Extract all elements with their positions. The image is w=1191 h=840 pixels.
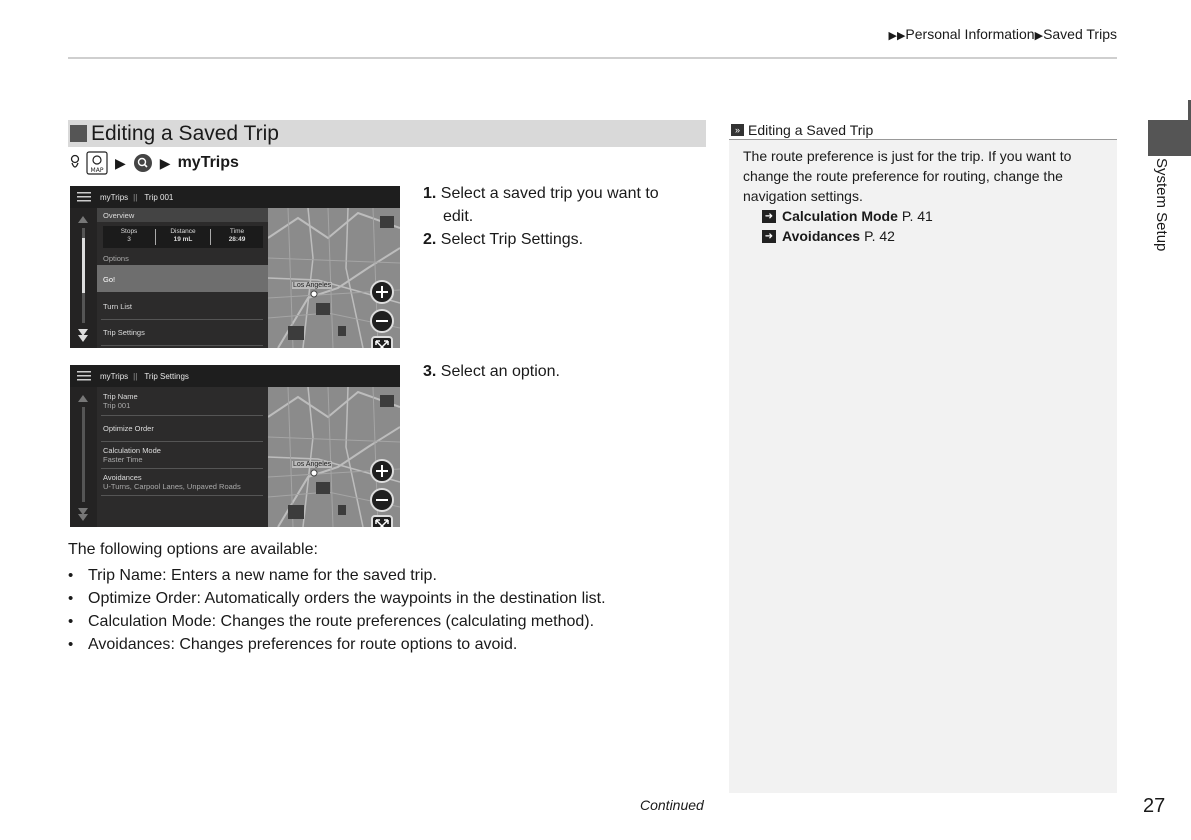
section-square-icon bbox=[70, 125, 87, 142]
zoom-in-button[interactable] bbox=[370, 280, 394, 304]
screen-title-separator: || bbox=[133, 371, 138, 381]
navigation-path bbox=[68, 152, 239, 174]
expand-map-button[interactable] bbox=[371, 515, 393, 527]
nav-arrow-1: ▶ bbox=[115, 154, 126, 171]
expand-map-button[interactable] bbox=[371, 336, 393, 348]
setting-calculation-mode[interactable] bbox=[97, 443, 268, 467]
stat-distance: Distance 19 mL bbox=[170, 228, 196, 243]
option-go-button[interactable] bbox=[97, 265, 268, 292]
sidebar-title: Editing a Saved Trip bbox=[748, 121, 874, 138]
step-number: 2. bbox=[423, 231, 437, 248]
trip-overview-screenshot bbox=[70, 186, 400, 348]
option-desc: : Enters a new name for the saved trip. bbox=[162, 567, 437, 584]
step-text: Select bbox=[440, 231, 490, 248]
list-item bbox=[68, 610, 606, 633]
option-trip-settings-label: Trip Settings bbox=[103, 328, 145, 337]
breadcrumb bbox=[888, 26, 1117, 42]
setting-title: Calculation Mode bbox=[103, 446, 161, 455]
map-location-pin-icon bbox=[310, 290, 318, 298]
option-turn-list[interactable] bbox=[97, 292, 268, 319]
screen-title-right: Trip 001 bbox=[144, 192, 174, 202]
map-city-label: Los Angeles bbox=[293, 282, 332, 289]
page-title: Editing a Saved Trip bbox=[91, 121, 279, 145]
ref-page[interactable]: P. 42 bbox=[864, 228, 895, 244]
setting-title: Optimize Order bbox=[103, 424, 154, 433]
stat-stops: Stops 3 bbox=[120, 228, 138, 243]
map-button-icon bbox=[86, 151, 108, 175]
option-term: Avoidances bbox=[88, 636, 171, 653]
ref-label[interactable]: Calculation Mode bbox=[782, 208, 898, 224]
nav-destination: myTrips bbox=[177, 154, 239, 171]
option-desc: : Changes the route preferences (calculating method). bbox=[211, 613, 595, 630]
step-text: Select an option. bbox=[440, 363, 560, 380]
list-item bbox=[68, 564, 606, 587]
zoom-in-icon bbox=[372, 461, 392, 481]
breadcrumb-arrows: ▶▶ bbox=[888, 30, 906, 42]
list-item bbox=[68, 633, 606, 656]
ref-calculation-mode[interactable] bbox=[729, 206, 1117, 226]
map-city-label: Los Angeles bbox=[293, 461, 332, 468]
map-button-label: MAP bbox=[90, 167, 104, 174]
screen-title-bar bbox=[70, 186, 400, 208]
expand-icon bbox=[373, 517, 391, 527]
step-text-end: . bbox=[578, 231, 584, 248]
option-term: Calculation Mode bbox=[88, 613, 212, 630]
steps-1-2 bbox=[423, 182, 659, 251]
chapter-label: System Setup bbox=[1153, 158, 1170, 252]
reference-arrow-icon: ➜ bbox=[762, 210, 776, 223]
voice-command-icon bbox=[68, 154, 82, 172]
step-bold-term: Trip Settings bbox=[489, 231, 579, 248]
continued-label: Continued bbox=[640, 797, 704, 813]
setting-trip-name[interactable] bbox=[97, 389, 268, 413]
setting-title: Trip Name bbox=[103, 392, 138, 401]
screen-title-separator: || bbox=[133, 192, 138, 202]
scroll-rail[interactable] bbox=[70, 387, 97, 527]
screen-title-left: myTrips bbox=[100, 371, 129, 381]
screen-title-right: Trip Settings bbox=[144, 371, 189, 381]
menu-icon[interactable] bbox=[70, 365, 98, 387]
breadcrumb-section[interactable]: Personal Information bbox=[905, 26, 1035, 42]
search-icon bbox=[133, 153, 153, 173]
breadcrumb-page[interactable]: Saved Trips bbox=[1043, 26, 1117, 42]
chapter-tab bbox=[1148, 120, 1191, 156]
setting-value: U-Turns, Carpool Lanes, Unpaved Roads bbox=[103, 482, 241, 491]
step-1 bbox=[423, 182, 659, 228]
trip-settings-screenshot bbox=[70, 365, 400, 527]
option-trip-settings[interactable] bbox=[97, 320, 268, 347]
sidebar-header bbox=[729, 120, 1117, 140]
setting-optimize-order[interactable] bbox=[97, 416, 268, 440]
map-view[interactable] bbox=[268, 387, 400, 527]
note-icon: » bbox=[731, 124, 744, 136]
step-2 bbox=[423, 228, 659, 251]
scroll-rail[interactable] bbox=[70, 208, 97, 348]
zoom-out-button[interactable] bbox=[370, 309, 394, 333]
option-turn-list-label: Turn List bbox=[103, 302, 132, 311]
options-list bbox=[68, 564, 606, 656]
zoom-out-icon bbox=[372, 311, 392, 331]
page-number: 27 bbox=[1143, 795, 1166, 817]
option-go-label: Go! bbox=[103, 275, 116, 284]
ref-page[interactable]: P. 41 bbox=[901, 208, 933, 224]
zoom-out-button[interactable] bbox=[370, 488, 394, 512]
expand-icon bbox=[373, 338, 391, 348]
stat-time: Time 28:49 bbox=[228, 228, 246, 243]
step-text-cont: edit. bbox=[443, 208, 474, 225]
options-intro: The following options are available: bbox=[68, 541, 318, 558]
zoom-in-button[interactable] bbox=[370, 459, 394, 483]
header-divider bbox=[68, 57, 1117, 59]
sidebar-note bbox=[729, 120, 1117, 793]
option-term: Optimize Order bbox=[88, 590, 197, 607]
screen-title-left: myTrips bbox=[100, 192, 129, 202]
breadcrumb-separator: ▶ bbox=[1034, 30, 1044, 42]
step-number: 3. bbox=[423, 363, 437, 380]
map-view[interactable] bbox=[268, 208, 400, 348]
list-item bbox=[68, 587, 606, 610]
nav-arrow-2: ▶ bbox=[159, 154, 171, 171]
screen-title-bar bbox=[70, 365, 400, 387]
step-3 bbox=[423, 360, 560, 383]
trip-options-list bbox=[97, 208, 268, 348]
option-desc: : Changes preferences for route options to avoid. bbox=[170, 636, 518, 653]
overview-label: Overview bbox=[103, 211, 135, 220]
options-label: Options bbox=[103, 254, 129, 263]
step-text: Select a saved trip you want to bbox=[440, 185, 659, 202]
menu-icon[interactable] bbox=[70, 186, 98, 208]
setting-title: Avoidances bbox=[103, 473, 142, 482]
step-number: 1. bbox=[423, 185, 437, 202]
trip-settings-list bbox=[97, 387, 268, 527]
reference-arrow-icon: ➜ bbox=[762, 230, 776, 243]
ref-label[interactable]: Avoidances bbox=[782, 228, 861, 244]
option-desc: : Automatically orders the waypoints in the destination list. bbox=[196, 590, 606, 607]
setting-value: Faster Time bbox=[103, 455, 143, 464]
zoom-out-icon bbox=[372, 490, 392, 510]
zoom-in-icon bbox=[372, 282, 392, 302]
section-header bbox=[68, 120, 706, 147]
sidebar-text: The route preference is just for the trip. If you want to change the route preference for routing, change the navigation settings. bbox=[743, 148, 1072, 204]
setting-value: Trip 001 bbox=[103, 401, 131, 410]
setting-avoidances[interactable] bbox=[97, 470, 268, 494]
option-term: Trip Name bbox=[88, 567, 163, 584]
trip-stats bbox=[103, 226, 263, 248]
ref-avoidances[interactable] bbox=[729, 226, 1117, 246]
map-location-pin-icon bbox=[310, 469, 318, 477]
